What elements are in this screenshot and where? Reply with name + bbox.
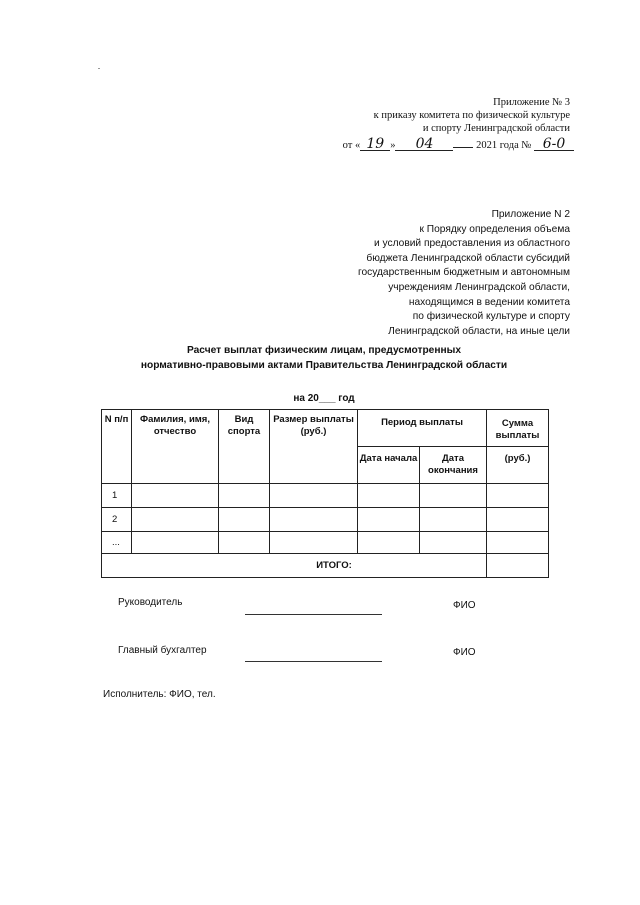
appendix2-line: и условий предоставления из областного — [374, 238, 570, 250]
appendix2-line: к Порядку определения объема — [419, 223, 570, 235]
date-prefix: от « — [342, 140, 361, 151]
table-header-row — [102, 410, 549, 447]
handwritten-number: 6-0 — [534, 138, 574, 151]
header-sport: Вид спорта — [219, 410, 270, 484]
header-name: Фамилия, имя, отчество — [132, 410, 219, 484]
appendix3-block — [310, 96, 570, 135]
row-number: ... — [102, 532, 132, 554]
head-fio: ФИО — [453, 600, 476, 611]
handwritten-month: 04 — [395, 138, 453, 151]
table-row — [102, 508, 549, 532]
scan-speck — [98, 68, 100, 69]
appendix3-line3: и спорту Ленинградской области — [422, 123, 570, 134]
appendix2-block — [340, 208, 570, 339]
date-sep: » — [390, 140, 396, 151]
title-line2: нормативно-правовыми актами Правительства Ленинградской области — [140, 359, 508, 371]
order-date-line — [314, 138, 574, 151]
header-rub: (руб.) — [487, 447, 549, 484]
total-label: ИТОГО: — [102, 554, 487, 578]
document-title — [100, 344, 548, 373]
row-number: 2 — [102, 508, 132, 532]
executor-line: Исполнитель: ФИО, тел. — [103, 689, 216, 700]
header-sum: Сумма выплаты — [487, 410, 549, 447]
header-n: N п/п — [102, 410, 132, 484]
head-signature-line — [245, 614, 382, 615]
appendix2-line: бюджета Ленинградской области субсидий — [366, 252, 570, 264]
header-end-date: Дата окончания — [420, 447, 487, 484]
head-label: Руководитель — [118, 597, 183, 608]
accountant-signature-line — [245, 661, 382, 662]
appendix2-line: Приложение N 2 — [491, 209, 570, 220]
table-row — [102, 532, 549, 554]
handwritten-day: 19 — [360, 138, 390, 151]
table-total-row — [102, 554, 549, 578]
header-start-date: Дата начала — [358, 447, 420, 484]
accountant-label: Главный бухгалтер — [118, 645, 207, 656]
appendix2-line: находящимся в ведении комитета — [408, 296, 570, 308]
row-number: 1 — [102, 484, 132, 508]
year-line: на 20___ год — [293, 393, 355, 404]
header-period: Период выплаты — [358, 410, 487, 447]
table-row — [102, 484, 549, 508]
header-amount: Размер выплаты (руб.) — [270, 410, 358, 484]
appendix2-line: Ленинградской области, на иные цели — [388, 325, 570, 337]
appendix3-title: Приложение № 3 — [493, 97, 570, 108]
appendix2-line: по физической культуре и спорту — [412, 311, 570, 323]
appendix2-line: государственным бюджетным и автономным — [357, 267, 570, 279]
appendix2-line: учреждениям Ленинградской области, — [388, 281, 570, 293]
accountant-fio: ФИО — [453, 647, 476, 658]
title-line1: Расчет выплат физическим лицам, предусмотренных — [186, 345, 462, 356]
payments-table — [101, 409, 549, 578]
appendix3-line2: к приказу комитета по физической культуре — [373, 110, 570, 121]
date-year-text: 2021 года № — [476, 140, 532, 151]
